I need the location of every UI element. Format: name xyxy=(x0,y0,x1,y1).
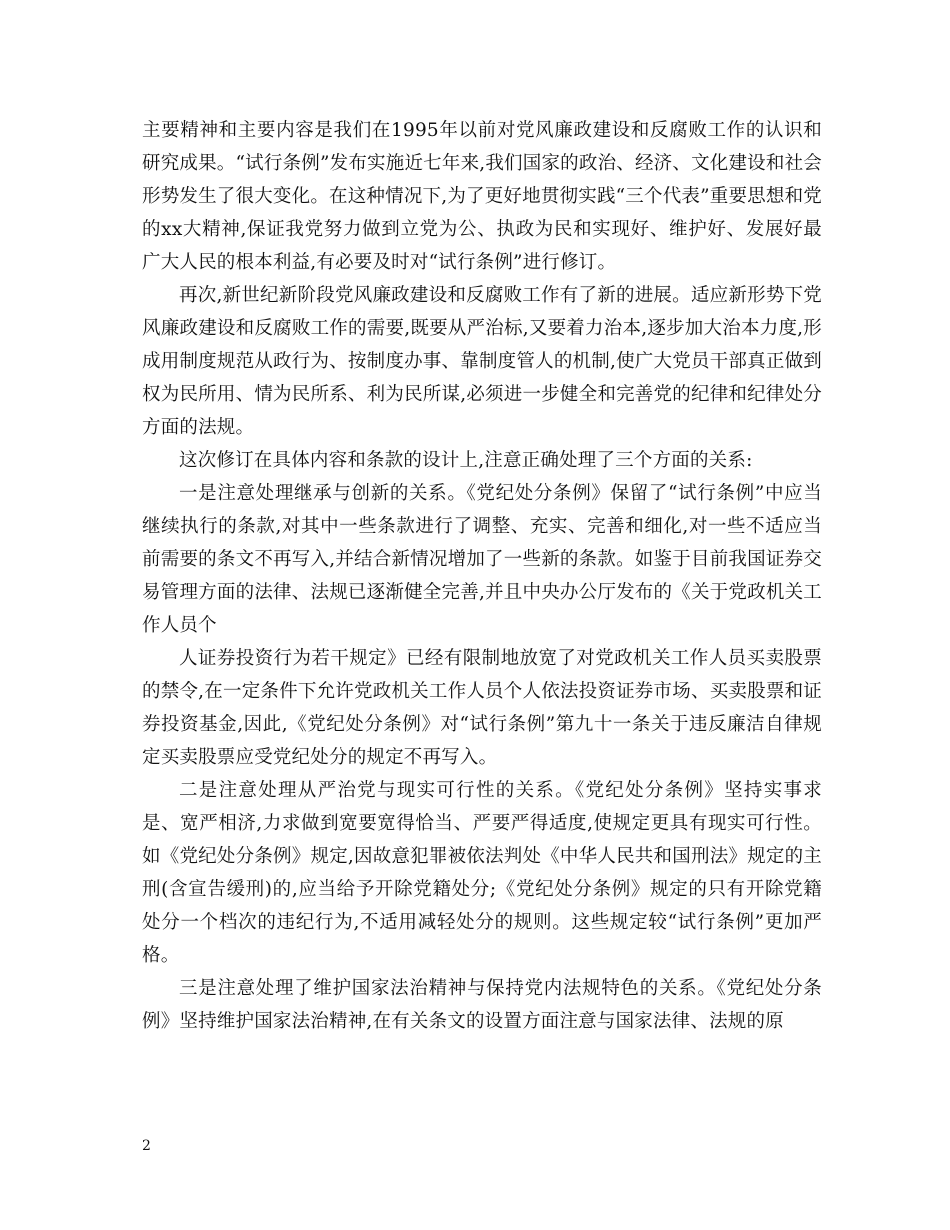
paragraph-inheritance-innovation: 一是注意处理继承与创新的关系。《党纪处分条例》保留了“试行条例”中应当继续执行的条款,对其中一些条款进行了调整、充实、完善和细化,对一些不适应当前需要的条文不再写入,并结合新情况增加了一些新的条款。如鉴于目前我国证券交易管理方面的法律、法规已逐渐健全完善,并且中央办公厅发布的《关于党政机关工作人员个 xyxy=(142,483,822,636)
paragraph-rule-of-law: 三是注意处理了维护国家法治精神与保持党内法规特色的关系。《党纪处分条例》坚持维护国家法治精神,在有关条文的设置方面注意与国家法律、法规的原 xyxy=(142,978,822,1032)
paragraph-new-progress: 再次,新世纪新阶段党风廉政建设和反腐败工作有了新的进展。适应新形势下党风廉政建设和反腐败工作的需要,既要从严治标,又要着力治本,逐步加大治本力度,形成用制度规范从政行为、按制度办事、靠制度管人的机制,使广大党员干部真正做到权为民所用、情为民所系、利为民所谋,必须进一步健全和完善党的纪律和纪律处分方面的法规。 xyxy=(142,285,822,438)
paragraph-three-relations: 这次修订在具体内容和条款的设计上,注意正确处理了三个方面的关系: xyxy=(179,450,753,471)
paragraph-continuation: 主要精神和主要内容是我们在1995年以前对党风廉政建设和反腐败工作的认识和研究成果。“试行条例”发布实施近七年来,我们国家的政治、经济、文化建设和社会形势发生了很大变化。在这种情况下,为了更好地贯彻实践“三个代表”重要思想和党的xx大精神,保证我党努力做到立党为公、执政为民和实现好、维护好、发展好最广大人民的根本利益,有必要及时对“试行条例”进行修订。 xyxy=(142,120,822,273)
paragraph-strict-feasible: 二是注意处理从严治党与现实可行性的关系。《党纪处分条例》坚持实事求是、宽严相济,力求做到宽要宽得恰当、严要严得适度,使规定更具有现实可行性。如《党纪处分条例》规定,因故意犯罪被依法判处《中华人民共和国刑法》规定的主刑(含宣告缓刑)的,应当给予开除党籍处分;《党纪处分条例》规定的只有开除党籍处分一个档次的违纪行为,不适用减轻处分的规则。这些规定较“试行条例”更加严格。 xyxy=(142,780,822,966)
body-text xyxy=(142,114,822,1038)
paragraph-securities-rules: 人证券投资行为若干规定》已经有限制地放宽了对党政机关工作人员买卖股票的禁令,在一定条件下允许党政机关工作人员个人依法投资证券市场、买卖股票和证券投资基金,因此,《党纪处分条例》对“试行条例”第九十一条关于违反廉洁自律规定买卖股票应受党纪处分的规定不再写入。 xyxy=(142,648,822,768)
page-number: 2 xyxy=(142,1138,151,1154)
